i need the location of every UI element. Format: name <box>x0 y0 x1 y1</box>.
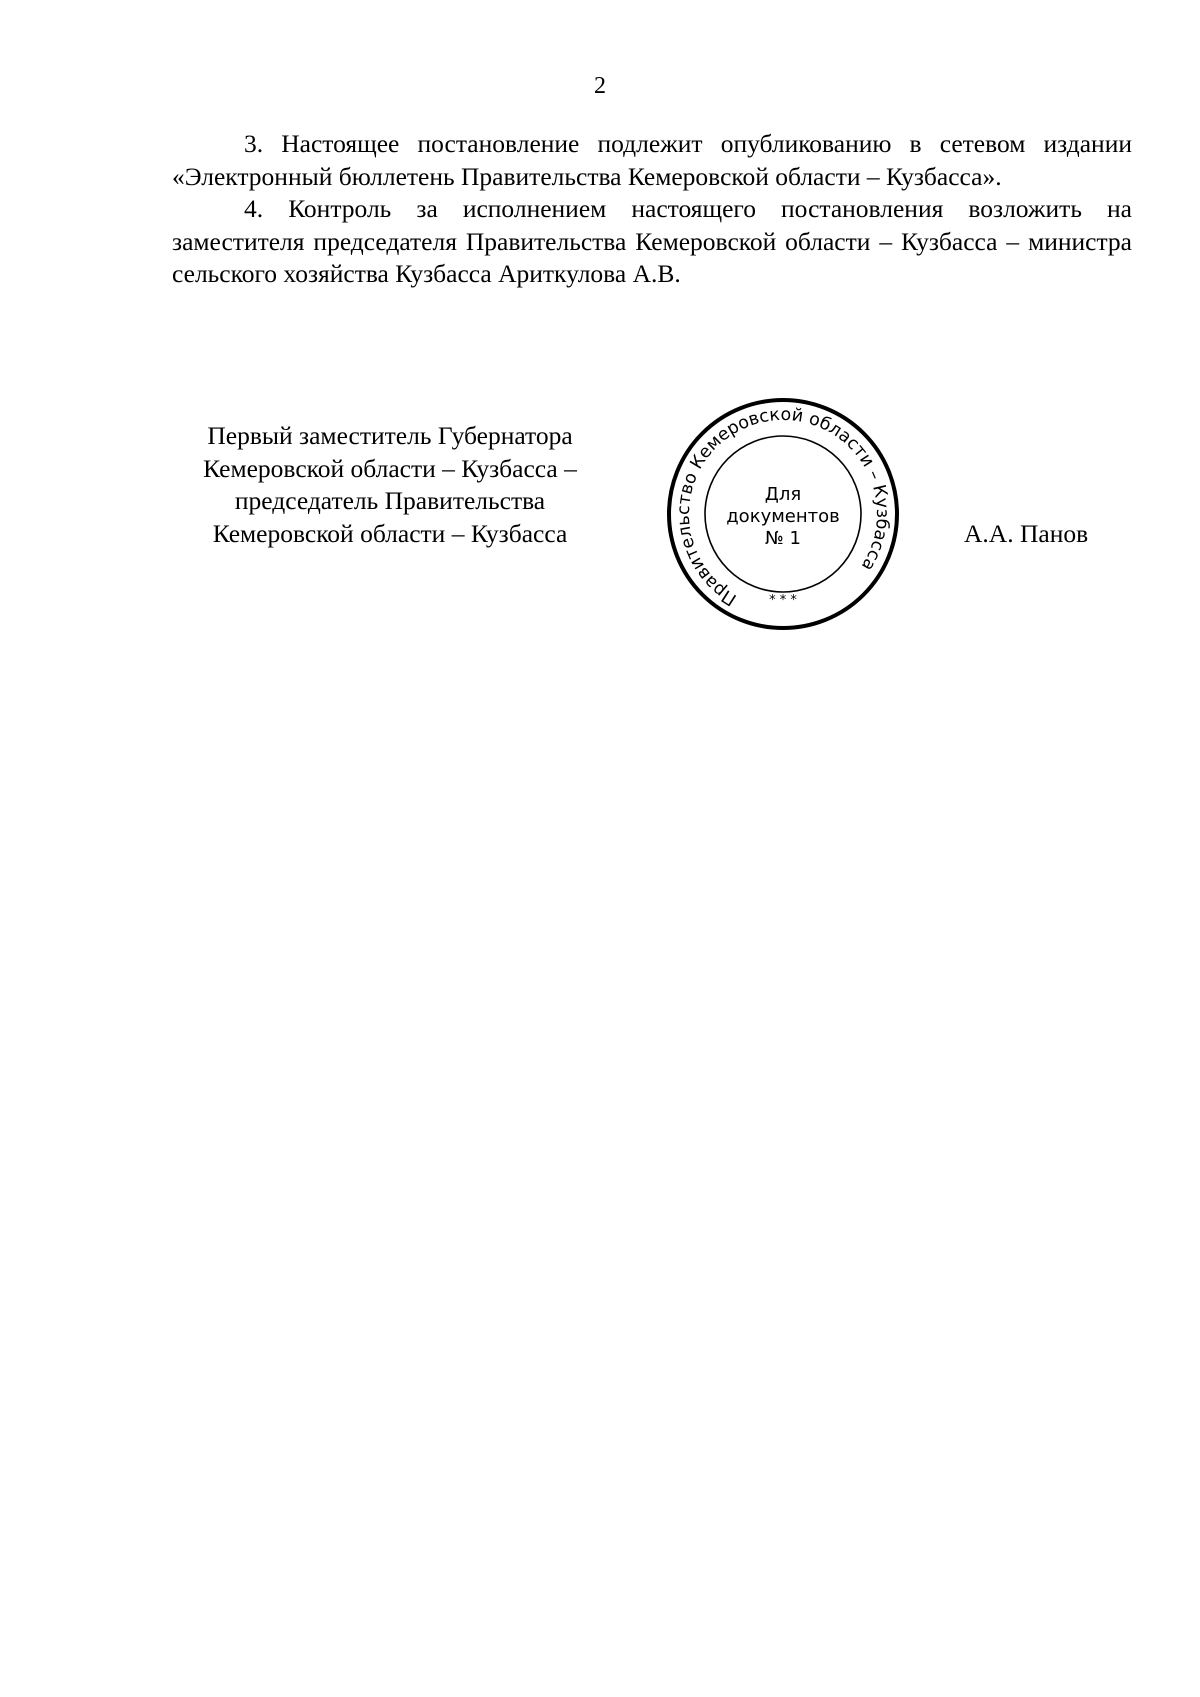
signatory-title-line: Первый заместитель Губернатора <box>207 421 573 450</box>
signatory-title-line: Кемеровской области – Кузбасса – <box>203 453 577 483</box>
official-seal-stamp <box>665 396 901 632</box>
signatory-name: А.А. Панов <box>964 519 1089 548</box>
signatory-title-line: Кемеровской области – Кузбасса <box>212 518 568 548</box>
page-number: 2 <box>594 73 606 99</box>
paragraph-3: 3. Настоящее постановление подлежит опубликованию в сетевом издании «Электронный бюллетень Правительства Кемеровской области – Кузбасса». <box>172 129 1132 191</box>
paragraph-4: 4. Контроль за исполнением настоящего постановления возложить на заместителя председателя Правительства Кемеровской области – Кузбасса – министра сельского хозяйства Кузбасса Ариткулова А.В. <box>172 194 1132 288</box>
stamp-center-line: документов <box>726 506 840 527</box>
stamp-ring-text-path: Правительство Кемеровской области – Кузбасса <box>673 404 893 610</box>
stamp-stars: * * * <box>769 593 797 608</box>
signatory-title-line: председатель Правительства <box>234 486 546 515</box>
stamp-center-line: Для <box>764 484 802 505</box>
stamp-center-line: № 1 <box>765 528 801 549</box>
signatory-title <box>160 420 620 550</box>
document-body <box>172 128 1132 291</box>
